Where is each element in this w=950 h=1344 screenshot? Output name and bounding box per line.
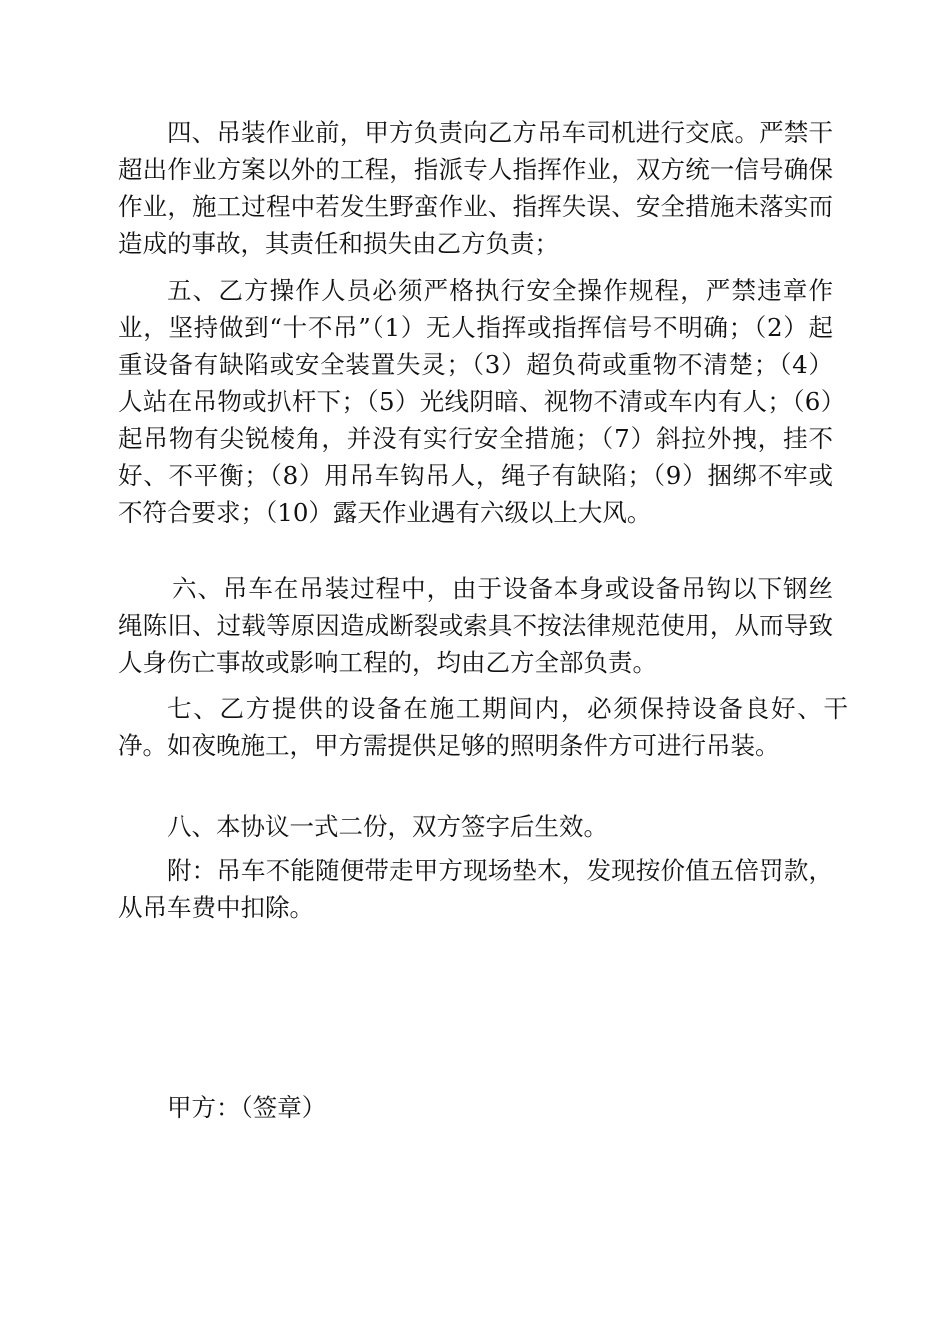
clause-eight: 八、本协议一式二份，双方签字后生效。: [167, 812, 608, 841]
clause-six: 六、吊车在吊装过程中，由于设备本身或设备吊钩以下钢丝绳陈旧、过载等原因造成断裂或索具不按法律规范使用，从而导致人身伤亡事故或影响工程的，均由乙方全部负责。: [118, 574, 833, 677]
clause-five: 五、乙方操作人员必须严格执行安全操作规程，严禁违章作业，坚持做到“十不吊”（1）无人指挥或指挥信号不明确；（2）起重设备有缺陷或安全装置失灵；（3）超负荷或重物不清楚；（4）人站在吊物或扒杆下；（5）光线阴暗、视物不清或车内有人；（6）起吊物有尖锐棱角，并没有实行安全措施；（7）斜拉外拽，挂不好、不平衡；（8）用吊车钩吊人，绳子有缺陷；（9）捆绑不牢或不符合要求；（10）露天作业遇有六级以上大风。: [118, 276, 833, 527]
party-a-signature-line: 甲方：（签章）: [167, 1093, 327, 1122]
appendix-note: 附：吊车不能随便带走甲方现场垫木，发现按价值五倍罚款，从吊车费中扣除。: [118, 856, 833, 922]
clause-four: 四、吊装作业前，甲方负责向乙方吊车司机进行交底。严禁干超出作业方案以外的工程，指派专人指挥作业，双方统一信号确保作业，施工过程中若发生野蛮作业、指挥失误、安全措施未落实而造成的事故，其责任和损失由乙方负责；: [118, 118, 833, 258]
clause-seven: 七、乙方提供的设备在施工期间内，必须保持设备良好、干净。如夜晚施工，甲方需提供足够的照明条件方可进行吊装。: [118, 694, 848, 760]
